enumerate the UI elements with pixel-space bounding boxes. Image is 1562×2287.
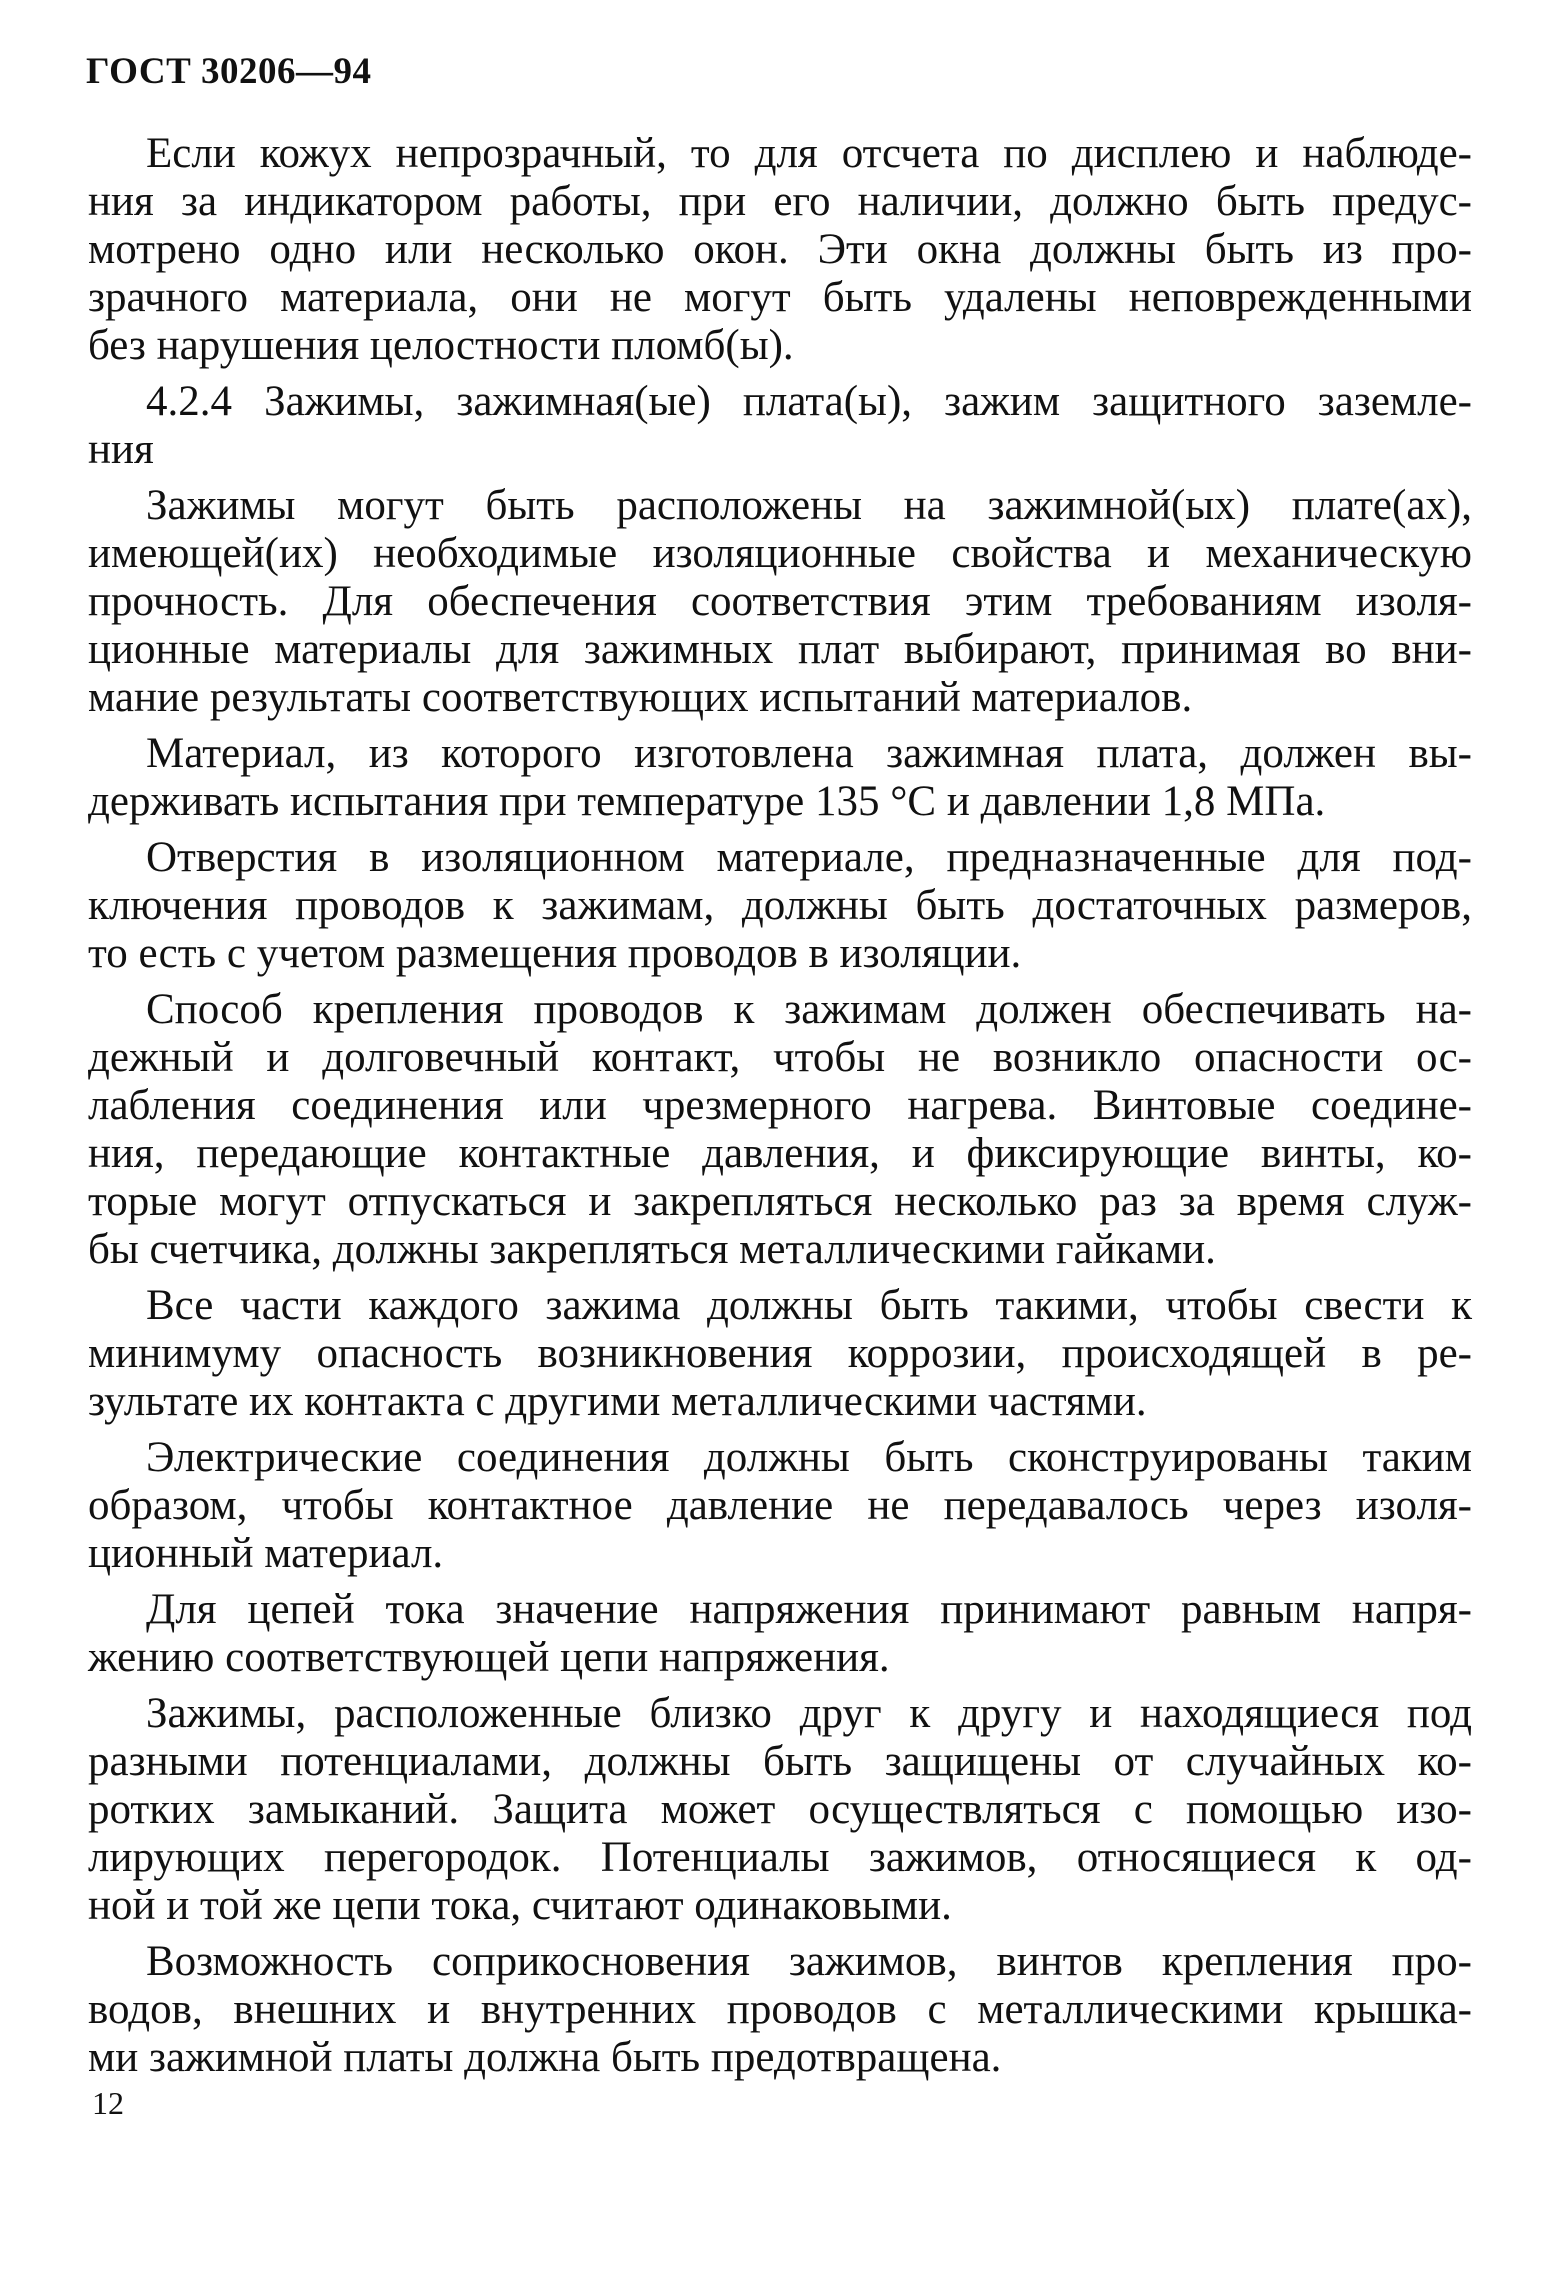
text-line: Электрические соединения должны быть сконструированы таким: [146, 1434, 1472, 1481]
text-line: мание результаты соответствующих испытаний материалов.: [88, 674, 1193, 721]
text-line: то есть с учетом размещения проводов в изоляции.: [88, 930, 1022, 977]
text-line: бы счетчика, должны закрепляться металлическими гайками.: [88, 1226, 1216, 1273]
paragraph: [88, 130, 1472, 370]
text-line: дежный и долговечный контакт, чтобы не возникло опасности ос-: [88, 1034, 1472, 1081]
text-line: Если кожух непрозрачный, то для отсчета по дисплею и наблюде-: [146, 130, 1472, 177]
text-line: ционный материал.: [88, 1530, 444, 1577]
paragraph: [88, 1938, 1472, 2082]
paragraph: [88, 482, 1472, 722]
text-line: ционные материалы для зажимных плат выбирают, принимая во вни-: [88, 626, 1472, 673]
text-line: Способ крепления проводов к зажимам должен обеспечивать на-: [146, 986, 1472, 1033]
text-line: ной и той же цепи тока, считают одинаковыми.: [88, 1882, 952, 1929]
text-line: 4.2.4 Зажимы, зажимная(ые) плата(ы), зажим защитного заземле-: [146, 378, 1472, 425]
text-line: водов, внешних и внутренних проводов с металлическими крышка-: [88, 1986, 1472, 2033]
text-line: ротких замыканий. Защита может осуществляться с помощью изо-: [88, 1786, 1472, 1833]
text-line: зрачного материала, они не могут быть удалены неповрежденными: [88, 274, 1472, 321]
text-line: минимуму опасность возникновения коррозии, происходящей в ре-: [88, 1330, 1472, 1377]
text-line: Для цепей тока значение напряжения принимают равным напря-: [146, 1586, 1472, 1633]
document-header: ГОСТ 30206—94: [86, 51, 372, 92]
text-line: жению соответствующей цепи напряжения.: [88, 1634, 890, 1681]
text-line: Все части каждого зажима должны быть такими, чтобы свести к: [146, 1282, 1472, 1329]
text-line: прочность. Для обеспечения соответствия этим требованиям изоля-: [88, 578, 1472, 625]
text-line: образом, чтобы контактное давление не передавалось через изоля-: [88, 1482, 1472, 1529]
text-line: Зажимы могут быть расположены на зажимной(ых) плате(ах),: [146, 482, 1472, 529]
text-line: Отверстия в изоляционном материале, предназначенные для под-: [146, 834, 1472, 881]
paragraph: [88, 1690, 1472, 1930]
text-line: имеющей(их) необходимые изоляционные свойства и механическую: [88, 530, 1472, 577]
paragraph: [88, 1586, 1472, 1682]
text-line: Материал, из которого изготовлена зажимная плата, должен вы-: [146, 730, 1472, 777]
paragraph: [88, 730, 1472, 826]
section-heading: [88, 378, 1472, 474]
text-line: ключения проводов к зажимам, должны быть достаточных размеров,: [88, 882, 1472, 929]
text-line: разными потенциалами, должны быть защищены от случайных ко-: [88, 1738, 1472, 1785]
text-line: Зажимы, расположенные близко друг к другу и находящиеся под: [146, 1690, 1472, 1737]
text-line: без нарушения целостности пломб(ы).: [88, 322, 794, 369]
paragraph: [88, 986, 1472, 1274]
text-line: лирующих перегородок. Потенциалы зажимов, относящиеся к од-: [88, 1834, 1472, 1881]
text-line: лабления соединения или чрезмерного нагрева. Винтовые соедине-: [88, 1082, 1472, 1129]
text-line: Возможность соприкосновения зажимов, винтов крепления про-: [146, 1938, 1472, 1985]
page-number: 12: [92, 2085, 124, 2121]
paragraph: [88, 1282, 1472, 1426]
paragraph: [88, 1434, 1472, 1578]
document-body: [88, 130, 1472, 2090]
text-line: торые могут отпускаться и закрепляться несколько раз за время служ-: [88, 1178, 1472, 1225]
text-line: ния: [88, 426, 154, 473]
text-line: зультате их контакта с другими металлическими частями.: [88, 1378, 1147, 1425]
text-line: ния за индикатором работы, при его наличии, должно быть предус-: [88, 178, 1472, 225]
text-line: мотрено одно или несколько окон. Эти окна должны быть из про-: [88, 226, 1472, 273]
text-line: держивать испытания при температуре 135 °С и давлении 1,8 МПа.: [88, 778, 1326, 825]
text-line: ния, передающие контактные давления, и фиксирующие винты, ко-: [88, 1130, 1472, 1177]
paragraph: [88, 834, 1472, 978]
text-line: ми зажимной платы должна быть предотвращена.: [88, 2034, 1002, 2081]
